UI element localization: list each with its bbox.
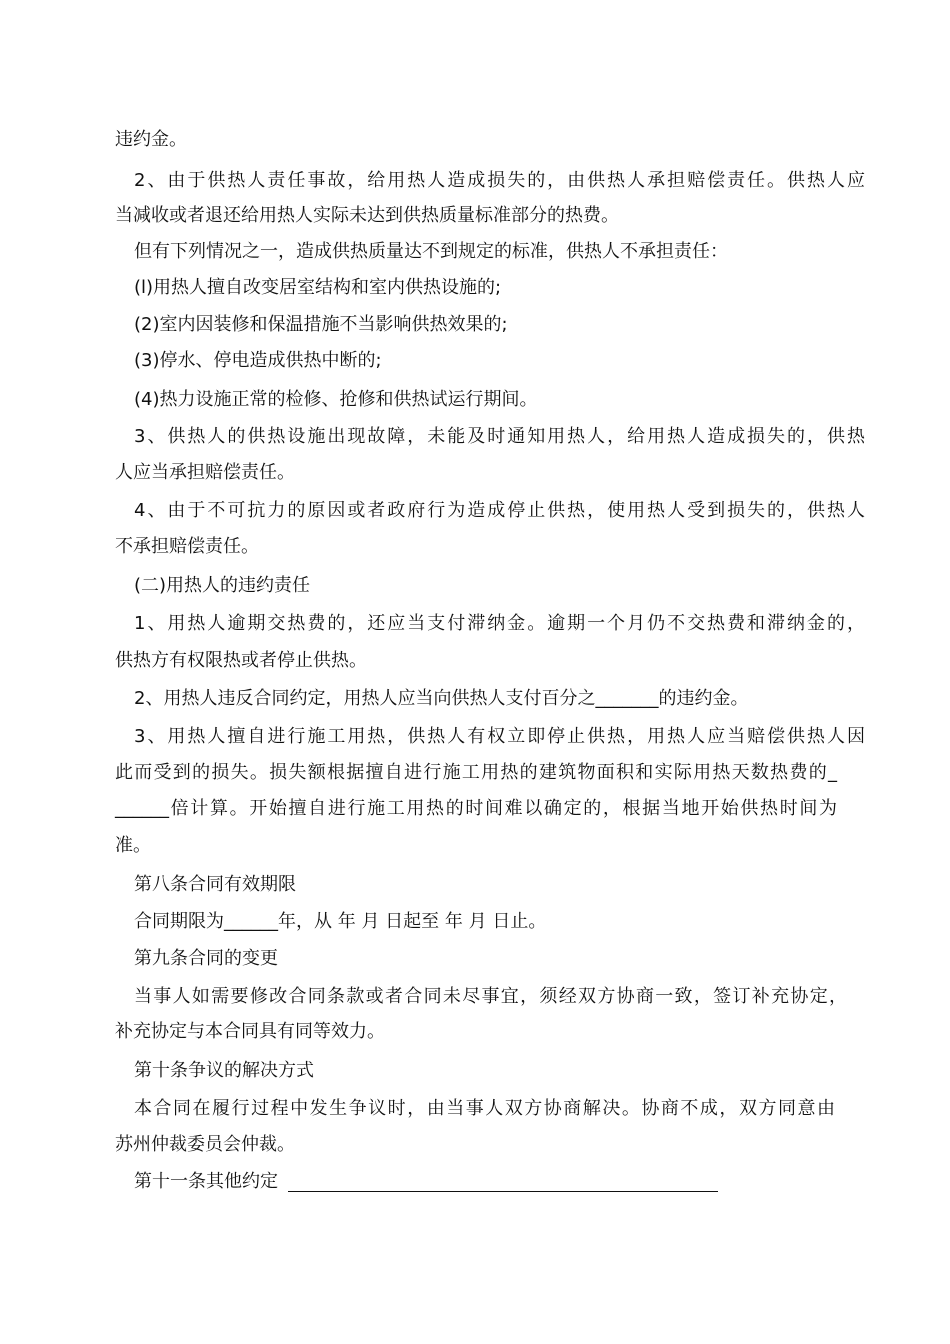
text-line: 不承担赔偿责任。	[115, 536, 259, 557]
text-line: 3、用热人擅自进行施工用热，供热人有权立即停止供热，用热人应当赔偿供热人因	[134, 726, 865, 747]
text-line: 1、用热人逾期交热费的，还应当支付滞纳金。逾期一个月仍不交热费和滞纳金的，	[134, 613, 865, 634]
article-heading: 第八条合同有效期限	[134, 874, 296, 895]
blank-fill-line	[288, 1191, 718, 1192]
text-line: 2、用热人违反合同约定，用热人应当向供热人支付百分之_______的违约金。	[134, 688, 749, 709]
list-item: (l)用热人擅自改变居室结构和室内供热设施的;	[134, 277, 502, 298]
list-item: (4)热力设施正常的检修、抢修和供热试运行期间。	[134, 389, 538, 410]
text-line: 准。	[115, 835, 151, 856]
text-line: 供热方有权限热或者停止供热。	[115, 650, 367, 671]
text-line: 人应当承担赔偿责任。	[115, 462, 295, 483]
text-line: 2、由于供热人责任事故，给用热人造成损失的，由供热人承担赔偿责任。供热人应	[134, 170, 865, 191]
section-heading: (二)用热人的违约责任	[134, 575, 311, 596]
text-line: 当减收或者退还给用热人实际未达到供热质量标准部分的热费。	[115, 205, 619, 226]
list-item: (3)停水、停电造成供热中断的;	[134, 350, 382, 371]
text-line: 补充协定与本合同具有同等效力。	[115, 1021, 385, 1042]
text-line: 苏州仲裁委员会仲裁。	[115, 1134, 295, 1155]
text-line: 合同期限为______年，从 年 月 日起至 年 月 日止。	[134, 911, 547, 932]
text-line: 3、供热人的供热设施出现故障，未能及时通知用热人，给用热人造成损失的，供热	[134, 426, 865, 447]
text-line: 但有下列情况之一，造成供热质量达不到规定的标准，供热人不承担责任：	[134, 241, 728, 262]
text-line: ______倍计算。开始擅自进行施工用热的时间难以确定的，根据当地开始供热时间为	[115, 798, 837, 819]
text-line: 当事人如需要修改合同条款或者合同未尽事宜，须经双方协商一致，签订补充协定，	[134, 986, 847, 1007]
text-line: 违约金。	[115, 129, 187, 150]
article-heading: 第十一条其他约定	[134, 1171, 278, 1192]
article-heading: 第九条合同的变更	[134, 948, 278, 969]
article-heading: 第十条争议的解决方式	[134, 1060, 314, 1081]
list-item: (2)室内因装修和保温措施不当影响供热效果的;	[134, 314, 508, 335]
text-line: 本合同在履行过程中发生争议时，由当事人双方协商解决。协商不成，双方同意由	[134, 1098, 835, 1119]
text-line: 此而受到的损失。损失额根据擅自进行施工用热的建筑物面积和实际用热天数热费的_	[115, 762, 837, 783]
text-line: 4、由于不可抗力的原因或者政府行为造成停止供热，使用热人受到损失的，供热人	[134, 500, 865, 521]
